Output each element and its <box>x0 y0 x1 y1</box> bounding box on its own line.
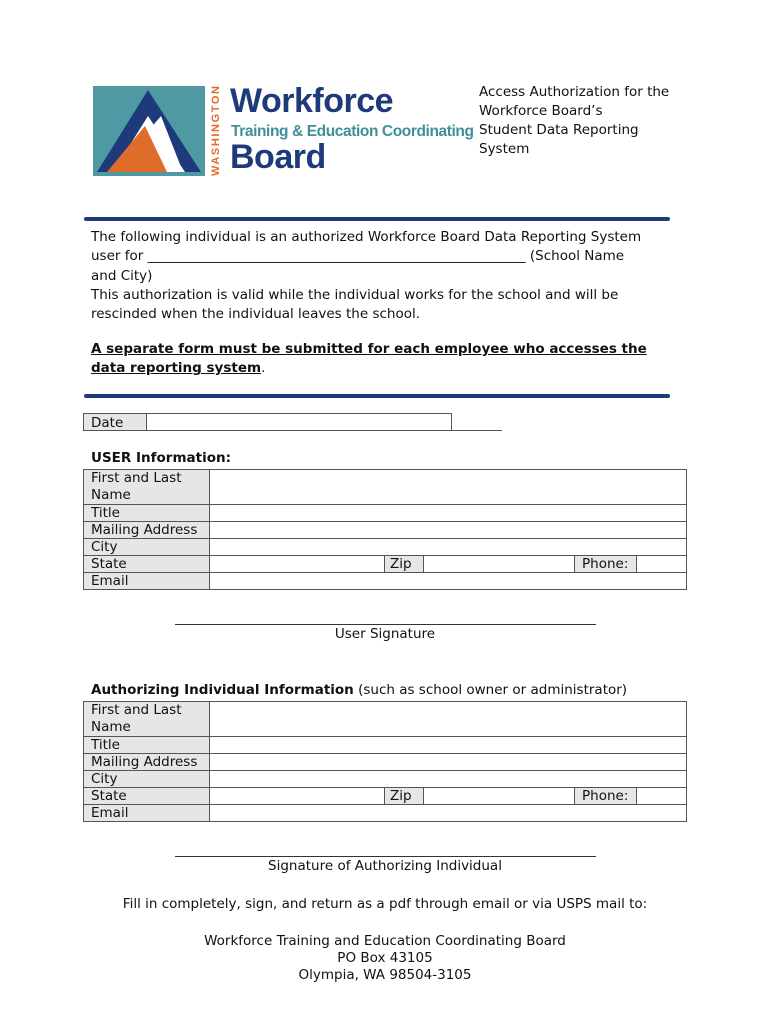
zip-label: Zip <box>384 556 424 572</box>
email-label: Email <box>84 573 210 589</box>
user-title-field[interactable] <box>210 505 686 521</box>
return-instruction: Fill in completely, sign, and return as a pdf through email or via USPS mail to: <box>122 896 648 912</box>
state-label: State <box>84 788 210 804</box>
logo-training-text: Training & Education Coordinating <box>231 123 474 140</box>
name-label: First and Last Name <box>84 702 210 736</box>
auth-signature-line[interactable] <box>175 856 596 857</box>
table-row <box>84 555 686 572</box>
title-label: Title <box>84 737 210 753</box>
address-label: Mailing Address <box>84 522 210 538</box>
auth-section-title <box>91 682 627 698</box>
address-po-box: PO Box 43105 <box>337 950 433 966</box>
title-line: Workforce Board’s <box>479 103 603 119</box>
user-info-table <box>83 469 687 590</box>
intro-line: This authorization is valid while the individual works for the school and will be <box>91 286 619 303</box>
top-divider <box>84 217 670 221</box>
user-section-title: USER Information: <box>91 450 231 466</box>
email-label: Email <box>84 805 210 821</box>
user-address-field[interactable] <box>210 522 686 538</box>
user-signature-line[interactable] <box>175 624 596 625</box>
middle-divider <box>84 394 670 398</box>
address-label: Mailing Address <box>84 754 210 770</box>
separate-form-notice <box>91 340 691 379</box>
table-row <box>84 521 686 538</box>
table-row <box>84 572 686 589</box>
table-row <box>84 538 686 555</box>
title-line: Access Authorization for the <box>479 84 670 100</box>
logo-workforce-text: Workforce <box>230 82 394 120</box>
auth-signature-label: Signature of Authorizing Individual <box>268 858 502 874</box>
user-name-field[interactable] <box>210 470 686 504</box>
city-label: City <box>84 771 210 787</box>
address-city: Olympia, WA 98504-3105 <box>298 967 472 983</box>
address-org: Workforce Training and Education Coordinating Board <box>204 933 566 949</box>
table-row <box>84 470 686 504</box>
auth-state-zip-phone <box>210 788 686 804</box>
title-line: System <box>479 141 530 157</box>
document-title <box>479 83 719 159</box>
intro-line: The following individual is an authorized Workforce Board Data Reporting System <box>91 229 642 245</box>
auth-title-field[interactable] <box>210 737 686 753</box>
table-row <box>84 787 686 804</box>
table-row <box>84 804 686 821</box>
table-row <box>84 736 686 753</box>
title-line: Student Data Reporting <box>479 122 639 138</box>
notice-line: A separate form must be submitted for each employee who accesses the <box>91 341 647 357</box>
phone-label: Phone: <box>574 788 637 804</box>
table-row <box>84 702 686 736</box>
mountain-logo-icon <box>93 86 205 176</box>
user-email-field[interactable] <box>210 573 686 589</box>
auth-title-note: (such as school owner or administrator) <box>353 682 628 698</box>
table-row <box>84 770 686 787</box>
notice-period: . <box>261 360 266 377</box>
user-state-zip-phone <box>210 556 686 572</box>
logo-washington-text: WASHINGTON <box>210 84 222 176</box>
workforce-board-logo <box>93 82 474 176</box>
date-label: Date <box>83 413 147 431</box>
title-label: Title <box>84 505 210 521</box>
intro-line: rescinded when the individual leaves the school. <box>91 306 421 323</box>
mailing-address <box>0 933 770 984</box>
city-label: City <box>84 539 210 555</box>
zip-label: Zip <box>384 788 424 804</box>
logo-board-text: Board <box>230 138 326 176</box>
notice-line: data reporting system <box>91 360 262 377</box>
date-field[interactable] <box>146 413 452 431</box>
auth-email-field[interactable] <box>210 805 686 821</box>
auth-address-field[interactable] <box>210 754 686 770</box>
phone-label: Phone: <box>574 556 637 572</box>
auth-title-text: Authorizing Individual Information <box>91 682 354 698</box>
date-underline <box>452 430 502 431</box>
intro-line: user for ________________________________________________________ (School Name <box>91 248 625 265</box>
name-label: First and Last Name <box>84 470 210 504</box>
auth-city-field[interactable] <box>210 771 686 787</box>
auth-info-table <box>83 701 687 822</box>
intro-line: and City) <box>91 267 153 284</box>
table-row <box>84 504 686 521</box>
user-signature-label: User Signature <box>334 626 436 642</box>
table-row <box>84 753 686 770</box>
auth-name-field[interactable] <box>210 702 686 736</box>
user-city-field[interactable] <box>210 539 686 555</box>
state-label: State <box>84 556 210 572</box>
intro-paragraph <box>91 228 691 324</box>
